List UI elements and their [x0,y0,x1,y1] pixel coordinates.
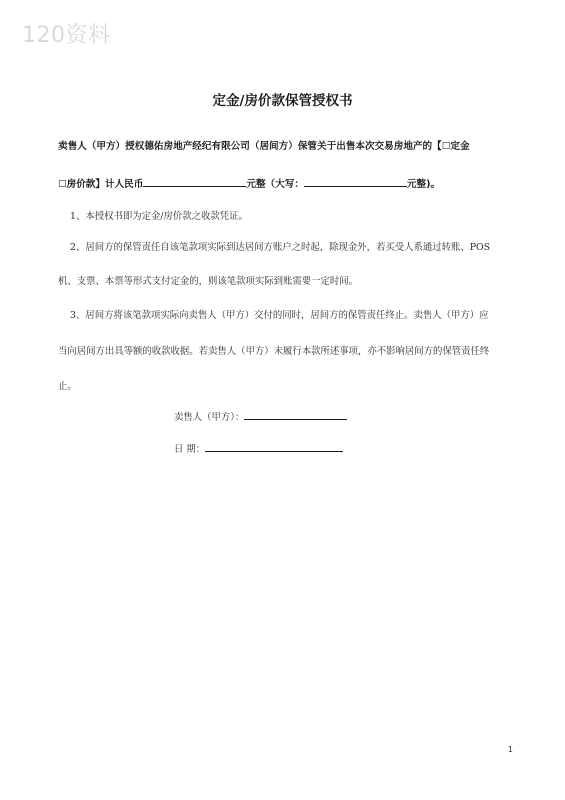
seller-label: 卖售人（甲方）： [174,412,245,423]
date-label: 日 期： [174,444,206,455]
intro-amount-end: 元整)。 [406,179,441,190]
intro-line-2 [58,176,518,190]
page-number: 1 [507,745,513,754]
clause-2-line-1: 2、居间方的保管责任自该笔款项实际到达居间方账户之时起，除现金外，若买受人系通过转账、POS [70,242,491,253]
intro-amount-label: ☐房价款】计人民币 [58,179,144,190]
amount-capital-blank [304,177,407,187]
amount-blank [143,177,246,187]
clause-1: 1、本授权书即为定金/房价款之收款凭证。 [70,211,248,222]
date-blank [205,442,343,452]
watermark: 120资料 [22,23,111,48]
clause-3-line-1: 3、居间方将该笔款项实际向卖售人（甲方）交付的同时，居间方的保管责任终止。卖售人（甲方）应 [70,310,489,321]
document-title: 定金/房价款保管授权书 [212,93,353,109]
seller-signature-blank [244,410,347,420]
clause-2-line-2: 机、支票、本票等形式支付定金的，则该笔款项实际到账需要一定时间。 [58,276,359,287]
date-line [174,441,343,455]
seller-signature-line [174,409,347,423]
clause-3-line-3: 止。 [58,381,77,392]
intro-line-1: 卖售人（甲方）授权德佑房地产经纪有限公司（居间方）保管关于出售本次交易房地产的【☐定金 [58,141,470,152]
intro-amount-capital-label: 元整（大写： [246,179,304,190]
clause-3-line-2: 当向居间方出具等额的收款收据。若卖售人（甲方）未履行本款所述事项，亦不影响居间方的保管责任终 [58,346,490,357]
